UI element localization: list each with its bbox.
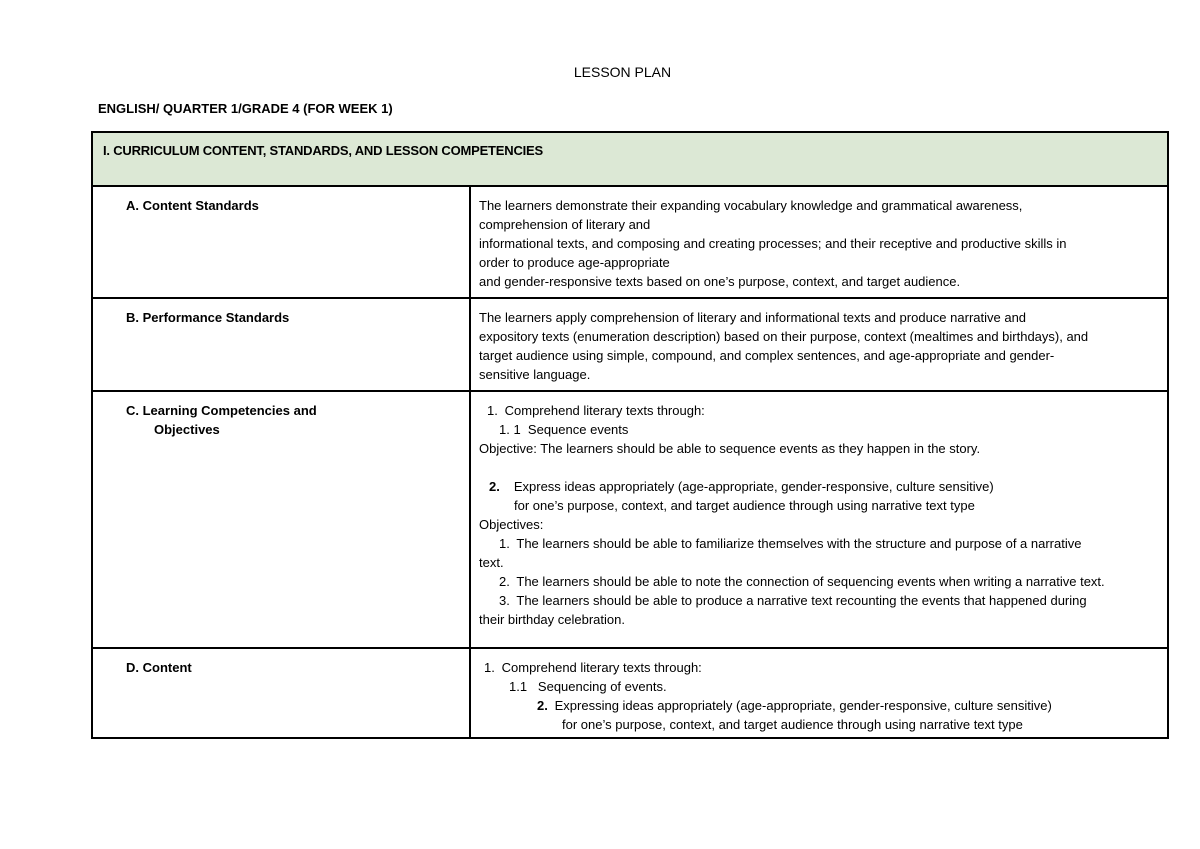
content-text [470, 648, 1168, 738]
list-item-continuation: for one’s purpose, context, and target audience through using narrative text type [562, 717, 1023, 732]
text-line: comprehension of literary and [479, 217, 651, 232]
text-line: sensitive language. [479, 367, 591, 382]
list-item-continuation: their birthday celebration. [479, 612, 625, 627]
list-item [479, 477, 1163, 496]
list-item-continuation: text. [479, 555, 504, 570]
text-line: The learners demonstrate their expanding vocabulary knowledge and grammatical awareness, [479, 198, 1023, 213]
objective-line [479, 439, 1163, 458]
list-number: 3. [499, 593, 510, 608]
list-text: Express ideas appropriately (age-appropriate, gender-responsive, culture sensitive) [513, 479, 994, 494]
list-text: The learners should be able to produce a narrative text recounting the events that happened during [516, 593, 1087, 608]
text-line: informational texts, and composing and creating processes; and their receptive and productive skills in [479, 236, 1067, 251]
table-row [92, 298, 1168, 391]
list-text: Comprehend literary texts through: [504, 403, 705, 418]
list-text: The learners should be able to note the connection of sequencing events when writing a narrative text. [516, 574, 1105, 589]
text-line: expository texts (enumeration description) based on their purpose, context (mealtimes and birthdays), and [479, 329, 1089, 344]
performance-standards-text [470, 298, 1168, 391]
list-number: 2. [489, 479, 500, 494]
page-title: LESSON PLAN [573, 64, 672, 80]
list-item [479, 677, 1163, 696]
list-number: 2. [537, 698, 548, 713]
list-item [479, 696, 1163, 715]
list-text: Sequencing of events. [537, 679, 667, 694]
competencies-text [470, 391, 1168, 648]
list-number: 1. [487, 403, 498, 418]
competencies-label-line2: Objectives [154, 422, 220, 437]
text-line: The learners apply comprehension of literary and informational texts and produce narrative and [479, 310, 1027, 325]
table-row [92, 648, 1168, 738]
lesson-plan-table [91, 131, 1169, 739]
list-item [479, 420, 1163, 439]
content-label: D. Content [92, 648, 470, 738]
list-number: 1.1 [509, 679, 528, 694]
text-line: order to produce age-appropriate [479, 255, 670, 270]
list-text: Sequence events [527, 422, 629, 437]
list-number: 1. [499, 536, 510, 551]
objective-text: The learners should be able to sequence events as they happen in the story. [540, 441, 981, 456]
list-item [479, 572, 1163, 591]
list-number: 1. [484, 660, 495, 675]
list-item [479, 401, 1163, 420]
content-standards-label: A. Content Standards [92, 186, 470, 298]
content-standards-text [470, 186, 1168, 298]
performance-standards-label: B. Performance Standards [92, 298, 470, 391]
list-item-continuation: for one’s purpose, context, and target audience through using narrative text type [514, 498, 975, 513]
section-heading: I. CURRICULUM CONTENT, STANDARDS, AND LESSON COMPETENCIES [92, 132, 1168, 186]
section-header-row [92, 132, 1168, 186]
objective-label: Objective: [479, 441, 537, 456]
page-subtitle: ENGLISH/ QUARTER 1/GRADE 4 (FOR WEEK 1) [98, 101, 393, 116]
objectives-label: Objectives: [479, 517, 544, 532]
list-number: 2. [499, 574, 510, 589]
list-item [479, 591, 1163, 610]
text-line: target audience using simple, compound, and complex sentences, and age-appropriate and gender- [479, 348, 1055, 363]
competencies-label [92, 391, 470, 648]
table-row [92, 391, 1168, 648]
table-row [92, 186, 1168, 298]
list-item [479, 658, 1163, 677]
competencies-label-line1: C. Learning Competencies and [126, 403, 317, 418]
list-number: 1. 1 [499, 422, 521, 437]
list-text: Comprehend literary texts through: [501, 660, 702, 675]
list-item [479, 534, 1163, 553]
list-text: Expressing ideas appropriately (age-appropriate, gender-responsive, culture sensitive) [554, 698, 1052, 713]
list-text: The learners should be able to familiarize themselves with the structure and purpose of a narrative [516, 536, 1082, 551]
text-line: and gender-responsive texts based on one’s purpose, context, and target audience. [479, 274, 961, 289]
